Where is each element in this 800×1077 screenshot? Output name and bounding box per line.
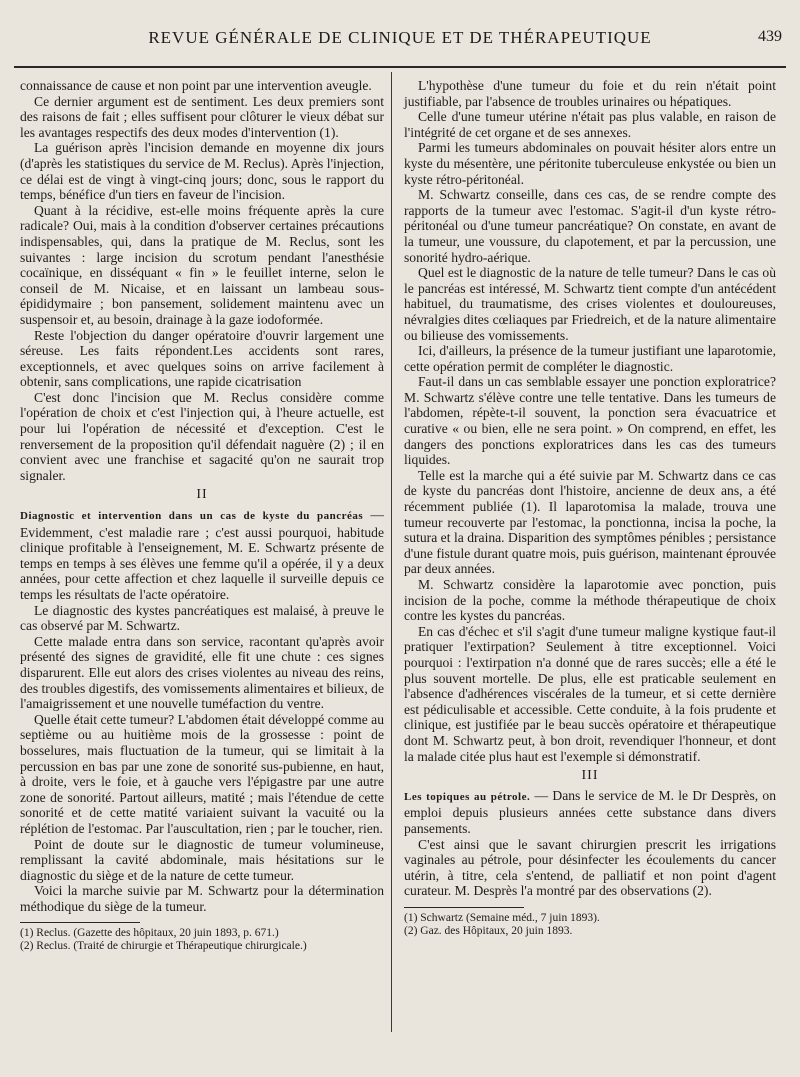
paragraph: L'hypothèse d'une tumeur du foie et du rein n'était point justifiable, par l'absence de troubles urinaires ou hépatiques. <box>404 78 776 109</box>
column-divider <box>391 72 392 1032</box>
paragraph: Cette malade entra dans son service, racontant qu'après avoir présenté des signes de gravidité, elle fit une chute : ces signes disparurent. Elle eut alors des crises violentes au niveau des reins, des troubles digestifs, des vomissements alimentaires et bilieux, de l'amaigrissement et une nouvelle tuméfaction du ventre. <box>20 633 384 712</box>
paragraph: Ici, d'ailleurs, la présence de la tumeur justifiant une laparotomie, cette opération permit de compléter le diagnostic. <box>404 343 776 374</box>
header-rule <box>14 66 786 68</box>
section-number: II <box>196 487 208 503</box>
run-in-heading: Les topiques au pétrole. <box>404 790 531 803</box>
paragraph: Quant à la récidive, est-elle moins fréquente après la cure radicale? Oui, mais à la condition d'observer certaines précautions indispensables, qui, dans la pratique de M. Reclus, sont les suivantes : large incision du scrotum pendant l'anesthésie cocaïnique, en disséquant « fin » le feuillet interne, selon le conseil de M. Nicaise, et en laissant un lambeau sous-épididymaire ; bon pansement, solidement maintenu avec un suspensoir et, au besoin, drainage à la gaze iodoformée. <box>20 202 384 327</box>
footnote-rule <box>20 922 140 923</box>
paragraph: Le diagnostic des kystes pancréatiques est malaisé, à preuve le cas observé par M. Schwartz. <box>20 602 384 634</box>
paragraph: Voici la marche suivie par M. Schwartz pour la détermination méthodique du siège de la tumeur. <box>20 883 384 914</box>
footnote: (1) Schwartz (Semaine méd., 7 juin 1893). <box>404 911 600 924</box>
paragraph: connaissance de cause et non point par une intervention aveugle. <box>20 78 372 93</box>
paragraph: Parmi les tumeurs abdominales on pouvait hésiter alors entre un kyste du mésentère, une péritonite tuberculeuse enkystée ou bien un kyste rétro-péritonéal. <box>404 140 776 187</box>
paragraph: Point de doute sur le diagnostic de tumeur volumineuse, remplissant la cavité abdominale, mais hésitations sur le diagnostic du siège et de la nature de cette tumeur. <box>20 836 384 883</box>
paragraph: Quel est le diagnostic de la nature de telle tumeur? Dans le cas où le pancréas est intéressé, M. Schwartz tient compte d'un antécédent habituel, du traumatisme, des crises violentes et douloureuses, névralgies dites cœliaques par Friedreich, et de la nature alimentaire ou bilieuse des vomissements. <box>404 265 776 343</box>
run-in-heading: Diagnostic et intervention dans un cas de kyste du pancréas <box>20 510 364 523</box>
paragraph-text: — Evidemment, c'est maladie rare ; c'est aussi pourquoi, habitude clinique profitable à l'enseignement, M. E. Schwartz présente de temps en temps à ses élèves une femme qu'il a opérée, il y a deux années, pour cette affection et chez laquelle il surveille depuis ce temps les résultats de l'acte opératoire. <box>20 507 384 602</box>
paragraph: En cas d'échec et s'il s'agit d'une tumeur maligne kystique faut-il pratiquer l'extirpation? Seulement à titre exceptionnel. Voici pourquoi : l'extirpation n'a donné que de rares succès; elle a été le plus souvent mortelle. De plus, elle est praticable seulement en l'absence d'adhérences viscérales de la tumeur, et si cette dernière est pédiculisable et accessible. Cette conduite, à la fois prudente et clinique, est justifiée par le beau succès opératoire et thérapeutique dont M. Schwartz peut, à bon droit, revendiquer l'honneur, et dont la malade citée plus haut est l'exemple si démonstratif. <box>404 623 776 764</box>
left-column <box>20 78 384 953</box>
paragraph <box>404 788 776 837</box>
paragraph: M. Schwartz considère la laparotomie avec ponction, puis incision de la poche, comme la méthode thérapeutique de choix contre les kystes du pancréas. <box>404 577 776 624</box>
section-number: III <box>581 768 599 784</box>
paragraph: Celle d'une tumeur utérine n'était pas plus valable, en raison de l'intégrité de cet organe et de ses annexes. <box>404 109 776 140</box>
footnote: (1) Reclus. (Gazette des hôpitaux, 20 juin 1893, p. 671.) <box>20 927 279 940</box>
running-header <box>14 28 786 58</box>
journal-title: REVUE GÉNÉRALE DE CLINIQUE ET DE THÉRAPEUTIQUE <box>148 28 652 47</box>
right-column <box>404 78 776 938</box>
paragraph: Faut-il dans un cas semblable essayer une ponction exploratrice? M. Schwartz s'élève contre une telle tentative. Dans les tumeurs de l'abdomen, répète-t-il souvent, la ponction sera évacuatrice et curative « ou bien, elle ne sera point. » On comprend, en effet, les dangers des ponctions exploratrices dans les cas des tumeurs liquides. <box>404 374 776 468</box>
paragraph: C'est donc l'incision que M. Reclus considère comme l'opération de choix et c'est l'injection qui, à l'heure actuelle, est pour lui l'opération de nécessité et d'exception. C'est le renversement de la proposition qu'il défendait naguère (2) ; il en convient avec une franchise et sagacité qu'on ne saurait trop signaler. <box>20 389 384 483</box>
paragraph: M. Schwartz conseille, dans ces cas, de se rendre compte des rapports de la tumeur avec l'estomac. S'agit-il d'un kyste rétro-péritonéal ou d'une tumeur pancréatique? On constate, en avant de la tumeur, une voussure, du clapotement, et par la percussion, une sonorité hydro-aérique. <box>404 187 776 265</box>
page-number: 439 <box>758 28 782 45</box>
paragraph-text: — Dans le service de M. le Dr Desprès, on emploi depuis plusieurs années cette substance dans divers pansements. <box>404 787 776 836</box>
paragraph: Telle est la marche qui a été suivie par M. Schwartz dans ce cas de kyste du pancréas dont l'histoire, ancienne de deux ans, a été récemment publiée (1). Il laparotomisa la malade, trouva une tumeur recouverte par l'estomac, la ponctionna, incisa la poche, la sutura et la draina. Disparition des symptômes pénibles ; persistance d'une fistule durant quatre mois, puis guérison, maintenant éprouvée par deux années. <box>404 467 776 577</box>
footnote: (2) Gaz. des Hôpitaux, 20 juin 1893. <box>404 924 573 937</box>
paragraph: Ce dernier argument est de sentiment. Les deux premiers sont des raisons de fait ; elles suffisent pour clôturer le vieux débat sur les avantages respectifs des deux modes d'intervention (1). <box>20 93 384 140</box>
paragraph: La guérison après l'incision demande en moyenne dix jours (d'après les statistiques du service de M. Reclus). Après l'injection, ce délai est de vingt à vingt-cinq jours; donc, sous le rapport du temps, bénéfice d'un tiers en faveur de l'incision. <box>20 140 384 203</box>
footnote-rule <box>404 907 524 908</box>
paragraph: C'est ainsi que le savant chirurgien prescrit les irrigations vaginales au pétrole, pour désinfecter les écoulements du cancer utérin, à titre, cela s'entend, de palliatif et non point d'agent curateur. M. Desprès l'a montré par des observations (2). <box>404 836 776 899</box>
paragraph: Reste l'objection du danger opératoire d'ouvrir largement une séreuse. Les faits répondent.Les accidents sont rares, exceptionnels, et avec quelques soins on arrive facilement à obtenir, sans complications, une rapide cicatrisation <box>20 327 384 390</box>
footnote: (2) Reclus. (Traité de chirurgie et Thérapeutique chirurgicale.) <box>20 940 307 953</box>
paragraph <box>20 507 384 603</box>
paragraph: Quelle était cette tumeur? L'abdomen était développé comme au septième ou au huitième mois de la grossesse : point de bosselures, mais fluctuation de la tumeur, qui se limitait à la percussion en bas par une zone de sonorité sus-pubienne, en haut, à droite, vers le foie, et à gauche vers l'épigastre par une autre zone de sonorité. Partout ailleurs, matité ; mais l'étendue de cette sonorité et de cette matité variaient suivant la vacuité ou la réplétion de l'estomac. Par l'auscultation, rien ; par le toucher, rien. <box>20 711 384 836</box>
